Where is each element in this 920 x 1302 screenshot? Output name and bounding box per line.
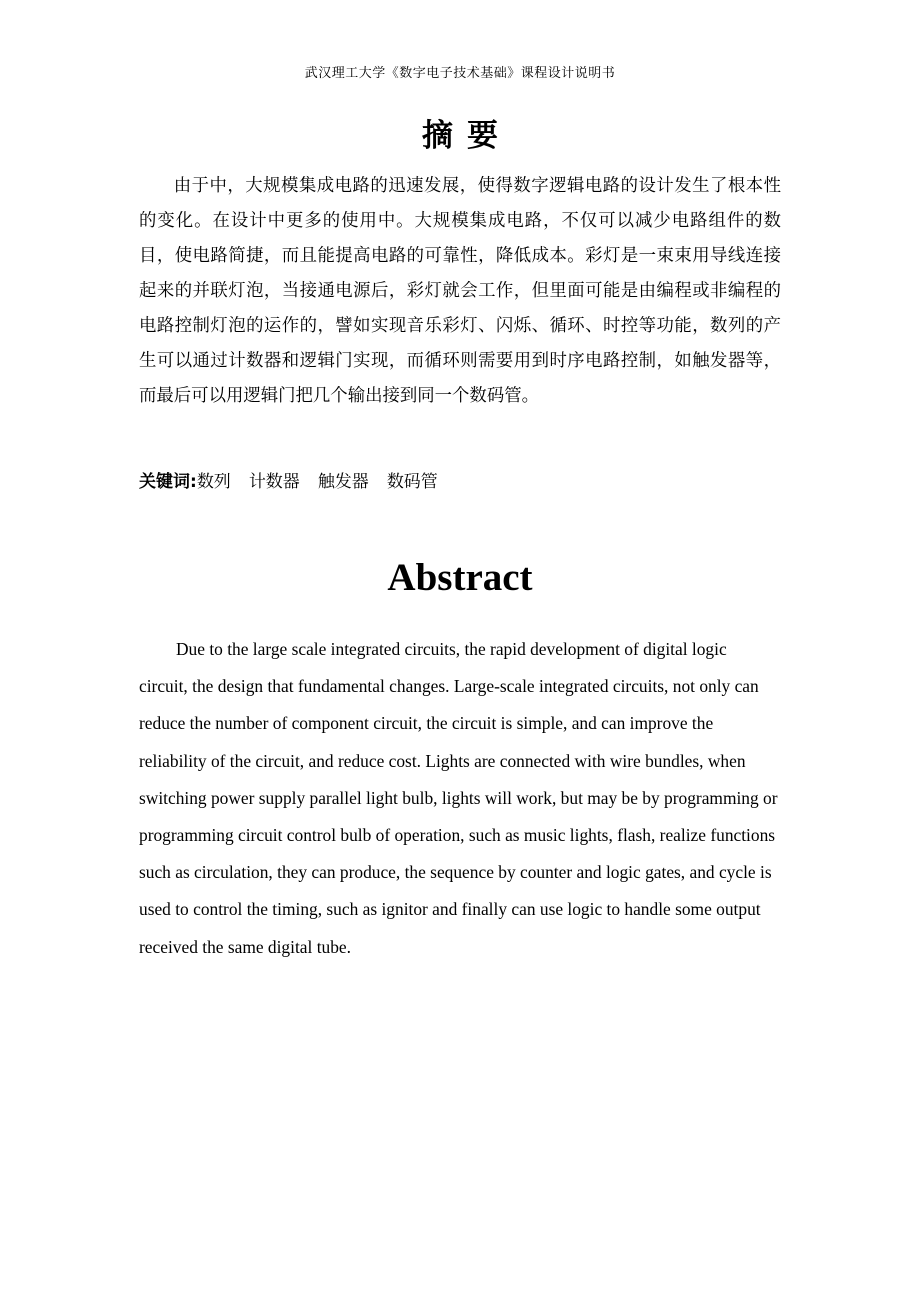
abstract-en-body: Due to the large scale integrated circuits, the rapid development of digital logic circuit, the design that fundamental changes. Large-scale integrated circuits, not only can reduce the number of component circuit, the circuit is simple, and can improve the reliability of the circuit, and reduce cost. Lights are connected with wire bundles, when switching power supply parallel light bulb, lights will work, but may be by programming or programming circuit control bulb of operation, such as music lights, flash, realize functions such as circulation, they can produce, the sequence by counter and logic gates, and cycle is used to control the timing, such as ignitor and finally can use logic to handle some output received the same digital tube. bbox=[139, 639, 778, 957]
abstract-cn-body: 由于中，大规模集成电路的迅速发展，使得数字逻辑电路的设计发生了根本性的变化。在设计中更多的使用中。大规模集成电路，不仅可以减少电路组件的数目，使电路简捷，而且能提高电路的可靠性，降低成本。彩灯是一束束用导线连接起来的并联灯泡，当接通电源后，彩灯就会工作，但里面可能是由编程或非编程的电路控制灯泡的运作的，譬如实现音乐彩灯、闪烁、循环、时控等功能，数列的产生可以通过计数器和逻辑门实现，而循环则需要用到时序电路控制，如触发器等，而最后可以用逻辑门把几个输出接到同一个数码管。 bbox=[139, 176, 781, 406]
keyword-item: 计数器 bbox=[248, 472, 300, 492]
abstract-en-title: Abstract bbox=[387, 556, 533, 599]
keyword-item: 数列 bbox=[196, 472, 231, 492]
keyword-item: 触发器 bbox=[317, 472, 369, 492]
abstract-cn-title: 摘要 bbox=[422, 118, 512, 154]
running-header: 武汉理工大学《数字电子技术基础》课程设计说明书 bbox=[304, 66, 616, 81]
keywords-label: 关键词: bbox=[139, 472, 197, 492]
keywords-line bbox=[139, 466, 781, 498]
keyword-item: 数码管 bbox=[386, 472, 438, 492]
